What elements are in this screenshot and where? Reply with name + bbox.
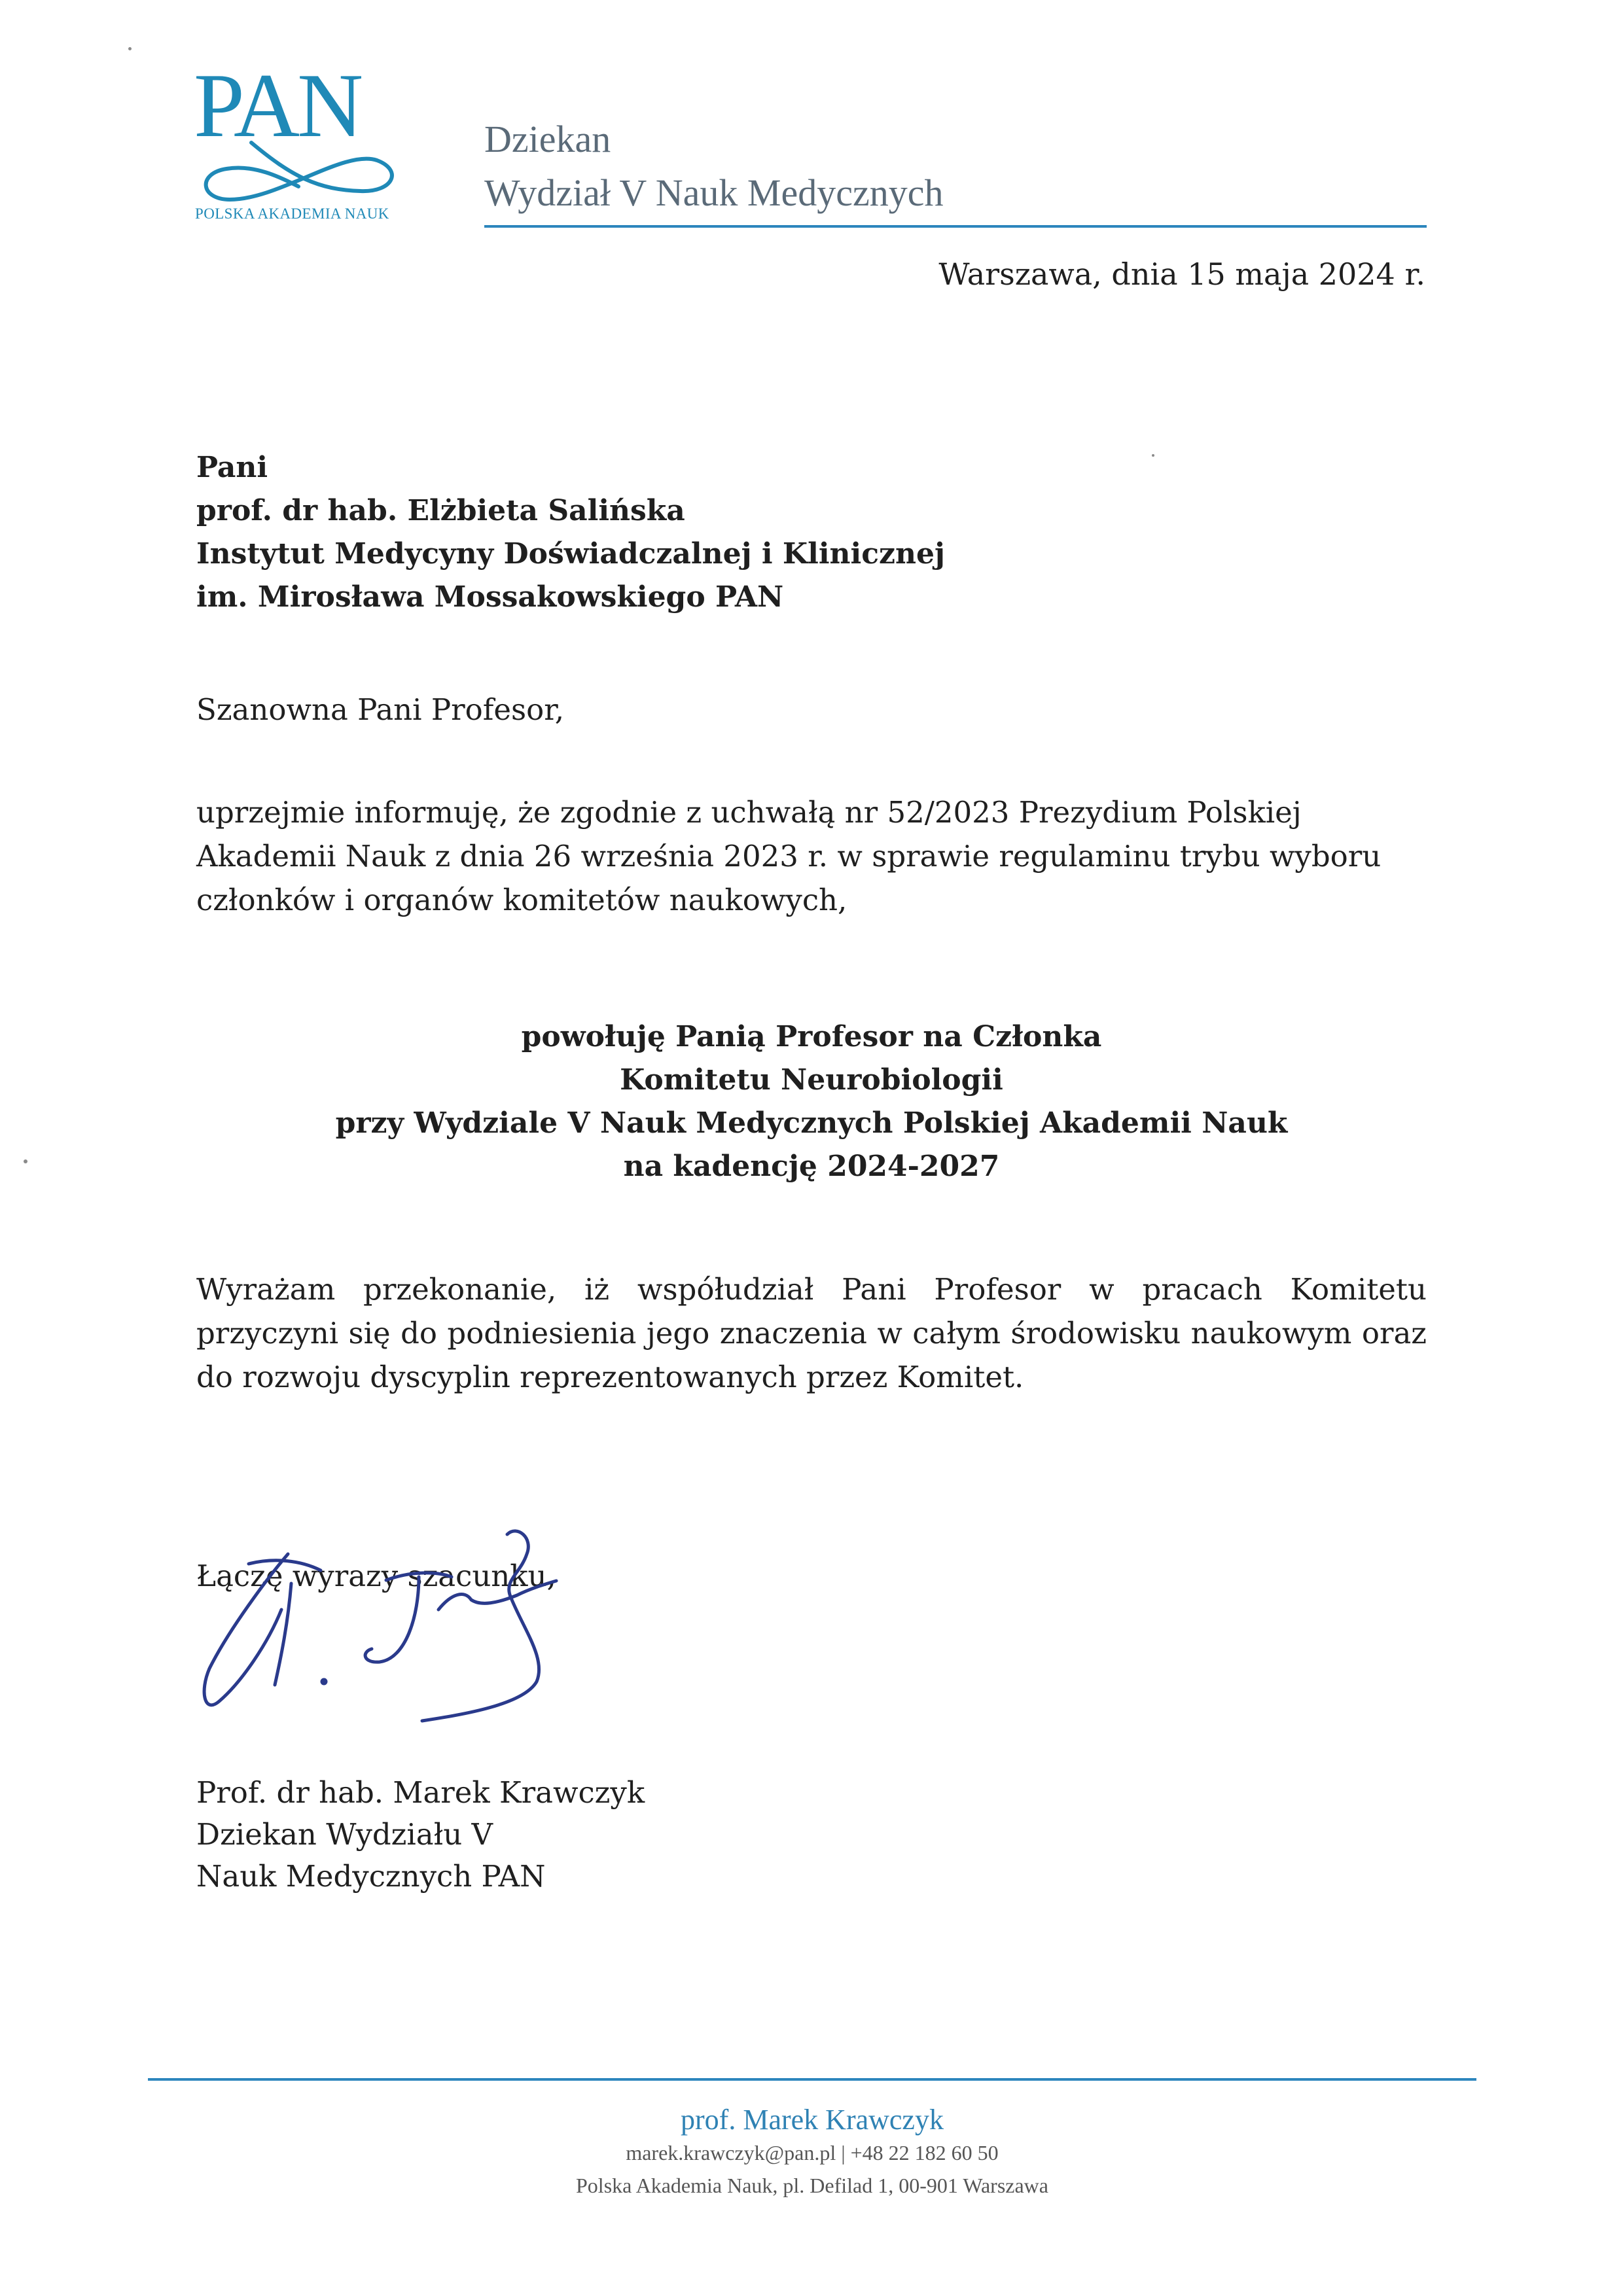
letterhead-header bbox=[484, 113, 1427, 220]
signatory-line: Dziekan Wydziału V bbox=[196, 1817, 493, 1852]
handwritten-signature bbox=[190, 1518, 700, 1734]
division-title: Wydział V Nauk Medycznych bbox=[484, 171, 944, 214]
office-title: Dziekan bbox=[484, 118, 611, 160]
header-divider bbox=[484, 225, 1427, 228]
letter-date: Warszawa, dnia 15 maja 2024 r. bbox=[938, 256, 1425, 292]
footer-address: Polska Akademia Nauk, pl. Defilad 1, 00-901 Warszawa bbox=[576, 2174, 1048, 2197]
appointment-statement bbox=[196, 1016, 1427, 1188]
footer-divider bbox=[148, 2078, 1476, 2081]
appointment-line: Komitetu Neurobiologii bbox=[620, 1063, 1003, 1097]
paragraph-line: Akademii Nauk z dnia 26 września 2023 r. w sprawie regulaminu trybu wyboru bbox=[196, 839, 1382, 874]
logo-subtitle: POLSKA AKADEMIA NAUK bbox=[195, 205, 389, 222]
signatory-line: Prof. dr hab. Marek Krawczyk bbox=[196, 1775, 645, 1810]
body-paragraph-1 bbox=[196, 790, 1427, 922]
infinity-loop-icon bbox=[194, 137, 410, 213]
logo-wordmark: PAN bbox=[194, 55, 361, 156]
paragraph-line: uprzejmie informuję, że zgodnie z uchwałą nr 52/2023 Prezydium Polskiej bbox=[196, 795, 1302, 830]
paragraph-line: członków i organów komitetów naukowych, bbox=[196, 883, 847, 917]
appointment-line: przy Wydziale V Nauk Medycznych Polskiej Akademii Nauk bbox=[335, 1106, 1288, 1140]
recipient-block bbox=[196, 446, 945, 619]
signatory-line: Nauk Medycznych PAN bbox=[196, 1859, 546, 1894]
pan-logo bbox=[194, 55, 410, 230]
recipient-line: prof. dr hab. Elżbieta Salińska bbox=[196, 494, 685, 527]
recipient-line: im. Mirosława Mossakowskiego PAN bbox=[196, 580, 784, 614]
appointment-line: powołuję Panią Profesor na Członka bbox=[521, 1020, 1102, 1053]
closing-phrase: Łączę wyrazy szacunku, bbox=[196, 1559, 556, 1593]
body-paragraph-2: Wyrażam przekonanie, iż współudział Pani Profesor w pracach Komitetu przyczyni się do podniesienia jego znaczenia w całym środowisku naukowym oraz do rozwoju dyscyplin reprezentowanych przez Komitet. bbox=[196, 1272, 1427, 1394]
recipient-line: Pani bbox=[196, 451, 268, 484]
footer-name: prof. Marek Krawczyk bbox=[681, 2104, 944, 2136]
salutation: Szanowna Pani Profesor, bbox=[196, 692, 565, 727]
appointment-line: na kadencję 2024-2027 bbox=[623, 1150, 1000, 1183]
scan-speck bbox=[24, 1159, 27, 1163]
footer-contact: marek.krawczyk@pan.pl | +48 22 182 60 50 bbox=[626, 2141, 999, 2164]
signatory-block bbox=[196, 1772, 645, 1898]
scan-speck bbox=[128, 47, 132, 50]
scan-speck bbox=[1152, 454, 1154, 457]
recipient-line: Instytut Medycyny Doświadczalnej i Klinicznej bbox=[196, 537, 945, 571]
